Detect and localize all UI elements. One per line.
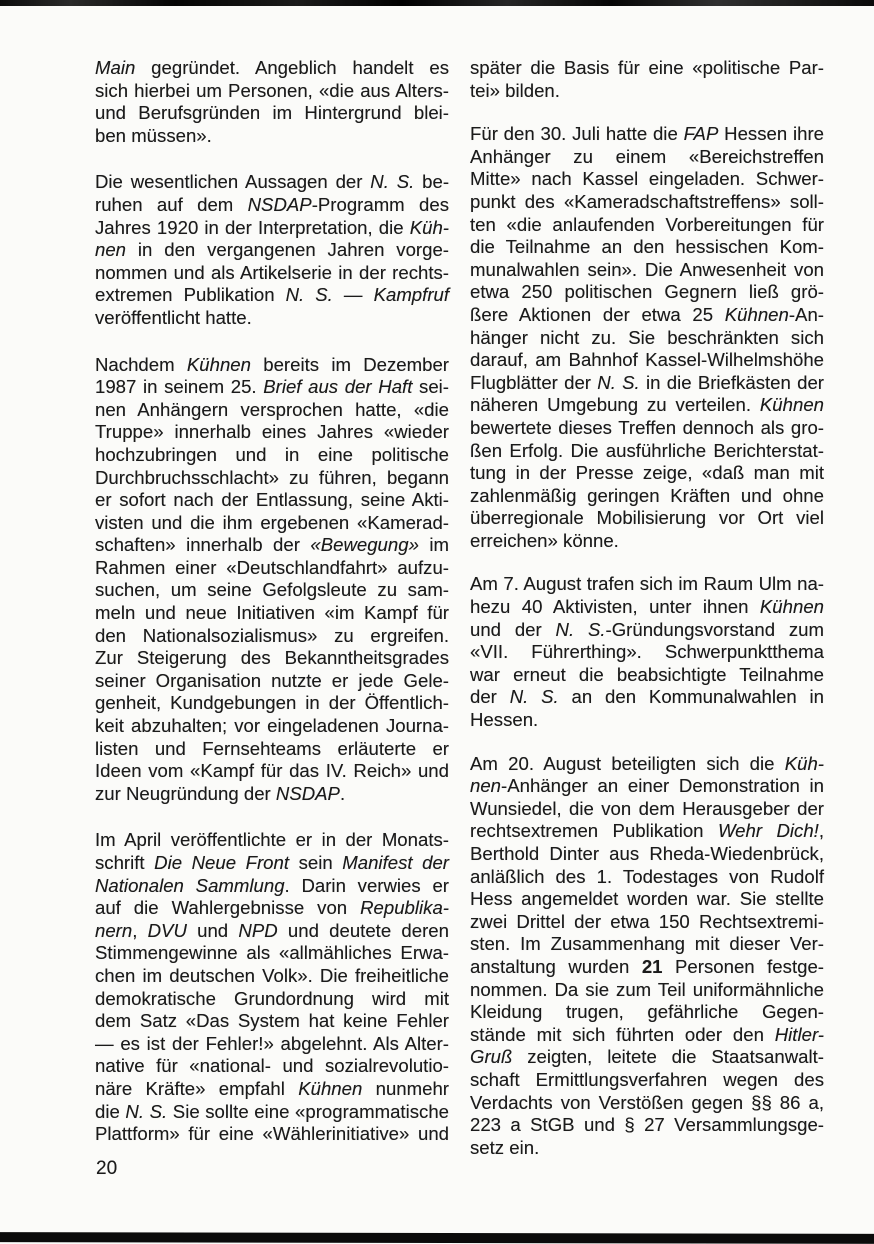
text-line [470,214,824,237]
text-line [95,557,449,580]
text-line [95,80,449,103]
text-line [470,236,824,259]
body-text: Nachdem [95,353,187,375]
text-line [95,897,449,920]
text-line [470,146,824,169]
text-line [95,467,449,490]
body-text: keit abzuhalten; vor eingeladenen Journa- [95,715,449,737]
body-text: . [339,782,346,804]
body-text: etwa 250 politischen Gegnern ließ grö- [470,281,824,303]
text-line [95,284,449,307]
text-line [470,394,824,417]
body-text: genheit, Kundgebungen in der Öffentlich- [95,692,449,714]
italic-text: Kühnen [759,596,824,618]
text-line [470,1001,824,1024]
text-line [95,783,449,806]
body-text: suchen, um seine Gefolgsleute zu sam- [95,579,449,601]
body-text: ben müssen». [95,124,212,146]
text-line [95,738,449,761]
text-line [470,573,824,596]
text-line [470,866,824,889]
body-text: sten. Im Zusammenhang mit dieser Ver- [470,933,824,955]
body-text: munalwahlen sein». Die Anwesenheit von [470,258,824,280]
body-text: die Teilnahme an den hessischen Kom- [470,236,824,258]
text-line [95,988,449,1011]
body-text: native für «national- und sozialrevolutio- [95,1055,449,1077]
body-text: Hess angemeldet worden war. Sie stellte [470,888,824,910]
body-text: darauf, am Bahnhof Kassel-Wilhelmshöhe [470,349,824,371]
text-line [470,168,824,191]
text-line [470,281,824,304]
text-line [470,417,824,440]
text-line [95,715,449,738]
body-text: auf die Wahlergebnisse von [95,897,361,919]
body-text: Kleidung trugen, gefährliche Gegen- [470,1001,824,1023]
body-text: — [332,284,374,306]
text-line [95,1123,449,1146]
body-text: bewertete dieses Treffen dennoch als gro- [470,416,824,438]
body-text: dem Satz «Das System hat keine Fehler [95,1010,449,1032]
text-line [470,641,824,664]
text-line [95,421,449,444]
body-text: ßen Erfolg. Die ausführliche Berichterstat- [470,439,824,461]
body-text: und [186,919,239,941]
body-text: der [470,686,510,708]
body-text: Personen festge- [662,955,824,977]
body-text: Ideen vom «Kampf für das IV. Reich» und [95,760,449,782]
italic-text: N. S. [285,284,333,306]
text-line [95,376,449,399]
body-text: stände mit sich führten oder den [470,1023,775,1045]
body-text: 1987 in seinem 25. [95,376,264,398]
text-line [95,852,449,875]
italic-text: NSDAP [247,193,312,215]
text-line [470,888,824,911]
text-line [95,579,449,602]
body-text: sei- [412,376,449,398]
paragraph [95,354,449,806]
text-line [470,372,824,395]
body-text: ßere Aktionen der etwa 25 [470,303,725,325]
body-text: schaft Ermittlungsverfahren wegen des [470,1068,824,1090]
body-text: und deutete deren [277,919,449,941]
text-line [470,507,824,530]
body-text: Im April veröffentlichte er in der Monats- [95,829,449,851]
body-text: an den Kommunalwahlen in [558,686,825,708]
italic-text: nen [470,775,502,797]
text-line [95,920,449,943]
text-line [470,664,824,687]
body-text: Stimmengewinne als «allmähliches Erwa- [95,942,449,964]
text-line [95,171,449,194]
body-text: näre Kräfte» empfahl [95,1077,299,1099]
body-text: Berthold Dinter aus Rheda-Wiedenbrück, [470,843,824,864]
body-text: veröffentlicht hatte. [95,306,252,328]
body-text: näheren Umgebung zu verteilen. [470,394,760,416]
text-line [470,123,824,146]
italic-text: Wehr Dich! [717,820,819,842]
text-line [470,259,824,282]
body-text: er sofort nach der Entlassung, seine Akti- [95,489,449,511]
text-line [470,753,824,776]
italic-text: nen [95,239,127,261]
body-text: Anhänger zu einem «Bereichstreffen [470,145,824,167]
body-text: gegründet. Angeblich handelt es [135,57,449,78]
body-text: nommen. Da sie zum Teil uniformähnliche [470,978,824,1000]
text-line [470,775,824,798]
text-line [95,1033,449,1056]
text-line [95,102,449,125]
italic-text: Main [95,57,136,78]
text-line [95,942,449,965]
text-line [470,191,824,214]
italic-text: Die Neue Front [154,852,290,873]
body-text: Zur Steigerung des Bekanntheitsgrades [95,647,449,669]
text-line [95,760,449,783]
body-text: . Darin verwies er [284,874,449,896]
text-line [95,1101,449,1124]
italic-text: Kühnen [759,394,824,416]
column-right [470,57,824,1180]
body-text: Die wesentlichen Aussagen der [95,171,371,193]
text-line [470,327,824,350]
body-text: , [818,820,824,842]
body-text: 223 a StGB und § 27 Versammlungsge- [470,1114,824,1136]
body-text: -Anhänger an einer Demonstration in [501,775,824,797]
paragraph [95,57,449,147]
paragraph [470,753,824,1160]
body-text: Hessen ihre [718,123,824,145]
text-line [470,820,824,843]
text-line [95,602,449,625]
italic-text: Küh- [784,752,824,774]
text-line [470,798,824,821]
text-line [95,262,449,285]
body-text: «VII. Führerthing». Schwerpunktthema [470,641,824,663]
body-text: Für den 30. Juli hatte die [470,123,684,145]
body-text: zahlenmäßig geringen Kräften und ohne [470,484,824,506]
body-text: zwei Drittel der etwa 150 Rechtsextremi- [470,910,824,932]
paragraph [470,123,824,552]
body-text: nommen und als Artikelserie in der rechts- [95,261,449,283]
body-text: hänger nicht zu. Sie beschränkten sich [470,326,824,348]
text-line [470,1069,824,1092]
body-text: Flugblätter der [470,371,598,393]
body-text: setz ein. [470,1136,540,1158]
body-text: sich hierbei um Personen, «die aus Alters- [95,79,449,101]
body-text: be- [414,171,450,193]
body-text: schaften» innerhalb der [95,534,311,556]
italic-text: NPD [238,919,278,941]
italic-text: nern [95,919,133,941]
italic-text: Republika- [360,897,449,919]
text-line [95,444,449,467]
body-text: Wunsiedel, die von dem Herausgeber der [470,797,824,819]
body-text: überregionale Mobilisierung vor Ort viel [470,507,824,529]
body-text: Plattform» für eine «Wählerinitiative» und [95,1123,449,1145]
italic-text: NSDAP [275,782,340,804]
body-text: Hessen. [470,709,539,731]
text-line [95,1055,449,1078]
italic-text: Kühnen [186,353,251,375]
text-line [95,829,449,852]
column-left [95,57,449,1170]
body-text: in den vergangenen Jahren vorge- [126,239,449,261]
body-text: nunmehr [362,1077,449,1099]
text-line [95,399,449,422]
italic-text: N. S. [555,618,606,640]
text-line [470,80,824,103]
italic-text: N. S. [597,371,640,393]
italic-text: Hitler- [774,1023,824,1045]
body-text: seiner Organisation nutzte er jede Gele- [95,669,449,691]
body-text: zeigten, leitete die Staatsanwalt- [512,1046,824,1068]
text-line [470,1114,824,1137]
text-line [95,57,449,80]
body-text: punkt des «Kameradschaftstreffens» soll- [470,190,824,212]
body-text: Jahres 1920 in der Interpretation, die [95,216,410,238]
body-text: chen im deutschen Volk». Die freiheitliche [95,964,449,986]
text-line [470,619,824,642]
body-text: meln und neue Initiativen «im Kampf für [95,602,449,624]
text-line [95,692,449,715]
text-line [95,534,449,557]
body-text: hochzubringen und in eine politische [95,443,449,465]
body-text: extremen Publikation [95,284,286,306]
body-text: später die Basis für eine «politische Par- [470,57,824,78]
text-line [470,1046,824,1069]
body-text: -Gründungsvorstand zum [605,618,824,640]
body-text: -An- [788,303,824,325]
italic-text: Kühnen [724,303,789,325]
scan-edge-top [0,0,874,6]
text-line [95,307,449,330]
body-text: ten «die anlaufenden Vorbereitungen für [470,213,824,235]
italic-text: N. S. [370,171,415,193]
paragraph [470,57,824,102]
text-line [470,485,824,508]
text-line [470,933,824,956]
body-text: listen und Fernsehteams erläuterte er [95,737,449,759]
italic-text: Brief aus der Haft [263,376,413,398]
text-line [470,530,824,553]
body-text: und Berufsgründen im Hintergrund blei- [95,102,449,124]
body-text: und der [470,618,556,640]
body-text: bereits im Dezember [250,353,449,375]
body-text: Truppe» innerhalb eines Jahres «wieder [95,421,449,443]
body-text: sein [289,852,343,873]
text-line [470,462,824,485]
italic-text: Gruß [470,1046,513,1068]
text-line [95,489,449,512]
body-text: war erneut die beabsichtigte Teilnahme [470,663,824,685]
body-text: demokratische Grundordnung wird mit [95,987,449,1009]
body-text: tung in der Presse zeige, «daß man mit [470,462,824,484]
paragraph [95,829,449,1145]
body-text: schrift [95,852,155,873]
body-text: anläßlich des 1. Todestages von Rudolf [470,865,824,887]
text-line [470,349,824,372]
italic-text: Kühnen [298,1077,363,1099]
body-text: den Nationalsozialismus» zu ergreifen. [95,624,449,646]
body-text: -Programm des [311,193,449,215]
text-line [95,647,449,670]
body-text: Mitte» nach Kassel eingeladen. Schwer- [470,168,824,190]
italic-text: N. S. [509,686,559,708]
body-text: hezu 40 Aktivisten, unter ihnen [470,596,760,618]
text-line [470,440,824,463]
body-text: nen Anhängern versprochen hatte, «die [95,398,449,420]
text-line [470,911,824,934]
text-line [95,239,449,262]
text-line [470,596,824,619]
paragraph [470,573,824,731]
italic-text: «Bewegung» [310,534,419,556]
body-text: tei» bilden. [470,79,560,101]
text-line [470,843,824,866]
page-number: 20 [96,1158,118,1179]
text-line [95,354,449,377]
text-line [470,1024,824,1047]
italic-text: DVU [147,919,187,941]
body-text: im [418,534,449,556]
body-text: in die Briefkästen der [639,371,824,393]
body-text: anstaltung wurden [470,955,642,977]
italic-text: Küh- [409,216,449,238]
text-line [95,1078,449,1101]
text-line [470,979,824,1002]
body-text: Rahmen einer «Deutschlandfahrt» aufzu- [95,556,449,578]
text-line [470,57,824,80]
scan-edge-bottom [0,1232,874,1244]
text-line [95,512,449,535]
italic-text: N. S. [125,1100,168,1122]
body-text: ruhen auf dem [95,193,248,215]
body-text: Am 7. August trafen sich im Raum Ulm na- [470,573,824,595]
text-line [95,965,449,988]
paragraph [95,171,449,329]
text-line [95,875,449,898]
text-line [470,709,824,732]
body-text: die [95,1100,126,1122]
body-text: — es ist der Fehler!» abgelehnt. Als Alter- [95,1032,449,1054]
text-line [470,686,824,709]
italic-text: Kampfruf [373,284,450,306]
italic-text: Manifest der [342,852,449,873]
body-text: zur Neugründung der [95,782,276,804]
body-text: Sie sollte eine «programmatische [167,1100,450,1122]
text-line [95,125,449,148]
text-line [95,194,449,217]
body-text: erreichen» könne. [470,529,619,551]
text-line [470,304,824,327]
body-text: Verdachts von Verstößen gegen §§ 86 a, [470,1091,824,1113]
text-line [95,217,449,240]
text-line [470,956,824,979]
italic-text: FAP [683,123,719,145]
text-line [95,625,449,648]
body-text: Am 20. August beteiligten sich die [470,752,785,774]
italic-text: Nationalen Sammlung [95,874,285,896]
text-line [95,670,449,693]
body-text: visten und die ihm ergebenen «Kamerad- [95,511,449,533]
bold-text: 21 [641,955,663,977]
body-text: rechtsextremen Publikation [470,820,718,842]
text-line [95,1010,449,1033]
body-text: , [132,919,148,941]
body-text: Durchbruchsschlacht» zu führen, begann [95,466,449,488]
text-line [470,1092,824,1115]
text-line [470,1137,824,1160]
